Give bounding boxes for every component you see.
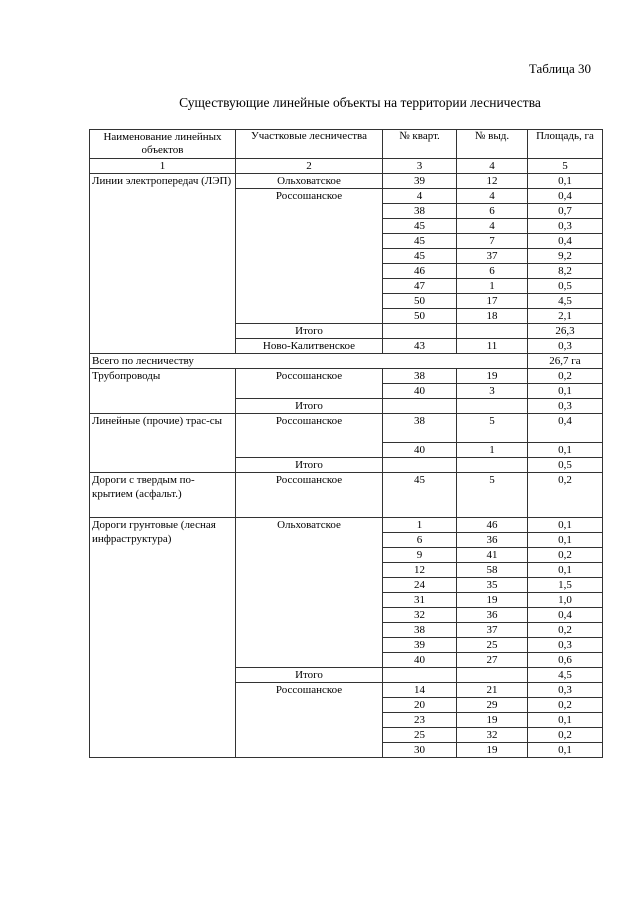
forestry-cell: Итого [236, 458, 383, 473]
area-cell: 4,5 [528, 668, 603, 683]
area-cell: 2,1 [528, 309, 603, 324]
quarter-cell: 45 [383, 234, 457, 249]
area-cell: 8,2 [528, 264, 603, 279]
quarter-cell: 24 [383, 578, 457, 593]
area-cell: 0,2 [528, 698, 603, 713]
area-cell: 0,4 [528, 608, 603, 623]
section-cell: 27 [457, 653, 528, 668]
area-cell: 0,2 [528, 728, 603, 743]
quarter-cell: 40 [383, 653, 457, 668]
quarter-cell: 30 [383, 743, 457, 758]
quarter-cell: 45 [383, 473, 457, 518]
section-cell: 7 [457, 234, 528, 249]
header-cell: Участковые лесничества [236, 130, 383, 159]
area-cell: 0,1 [528, 174, 603, 189]
area-cell: 0,3 [528, 638, 603, 653]
area-cell: 0,3 [528, 683, 603, 698]
quarter-cell [383, 399, 457, 414]
forestry-cell: Россошанское [236, 369, 383, 399]
section-cell [457, 668, 528, 683]
document-title: Существующие линейные объекты на территории лесничества [179, 95, 541, 110]
area-cell: 4,5 [528, 294, 603, 309]
quarter-cell: 38 [383, 204, 457, 219]
forestry-cell: Россошанское [236, 414, 383, 458]
section-cell: 29 [457, 698, 528, 713]
quarter-cell: 43 [383, 339, 457, 354]
section-cell: 3 [457, 384, 528, 399]
table-row [90, 174, 603, 189]
area-cell: 26,3 [528, 324, 603, 339]
section-cell: 19 [457, 713, 528, 728]
object-name-cell: Дороги с твердым по-крытием (асфальт.) [90, 473, 236, 518]
area-cell: 0,4 [528, 189, 603, 204]
quarter-cell: 12 [383, 563, 457, 578]
table-row [90, 473, 603, 518]
area-cell: 0,4 [528, 234, 603, 249]
quarter-cell: 45 [383, 219, 457, 234]
section-cell: 4 [457, 189, 528, 204]
section-cell: 37 [457, 623, 528, 638]
column-number-row [90, 159, 603, 174]
table-row [90, 369, 603, 384]
section-cell: 36 [457, 533, 528, 548]
section-cell [457, 399, 528, 414]
quarter-cell: 39 [383, 638, 457, 653]
forestry-cell: Россошанское [236, 683, 383, 758]
quarter-cell: 47 [383, 279, 457, 294]
area-cell: 0,1 [528, 384, 603, 399]
section-cell: 35 [457, 578, 528, 593]
section-cell: 21 [457, 683, 528, 698]
quarter-cell: 46 [383, 264, 457, 279]
quarter-cell: 31 [383, 593, 457, 608]
area-cell: 0,1 [528, 443, 603, 458]
quarter-cell: 20 [383, 698, 457, 713]
quarter-cell: 1 [383, 518, 457, 533]
quarter-cell: 39 [383, 174, 457, 189]
quarter-cell [383, 458, 457, 473]
area-cell: 0,3 [528, 219, 603, 234]
forestry-cell: Россошанское [236, 473, 383, 518]
section-cell [457, 458, 528, 473]
section-cell: 19 [457, 369, 528, 384]
table-number: Таблица 30 [528, 61, 591, 76]
object-name-cell: Линии электропередач (ЛЭП) [90, 174, 236, 354]
area-cell: 0,3 [528, 399, 603, 414]
quarter-cell: 4 [383, 189, 457, 204]
section-cell: 19 [457, 593, 528, 608]
section-cell: 46 [457, 518, 528, 533]
section-cell: 1 [457, 279, 528, 294]
section-cell: 6 [457, 204, 528, 219]
section-cell: 5 [457, 473, 528, 518]
header-cell: № кварт. [383, 130, 457, 159]
section-cell: 36 [457, 608, 528, 623]
area-cell: 0,1 [528, 713, 603, 728]
area-cell: 0,1 [528, 563, 603, 578]
object-name-cell: Трубопроводы [90, 369, 236, 414]
quarter-cell: 23 [383, 713, 457, 728]
quarter-cell: 40 [383, 384, 457, 399]
area-cell: 0,3 [528, 339, 603, 354]
object-name-cell: Дороги грунтовые (лесная инфраструктура) [90, 518, 236, 758]
section-cell: 32 [457, 728, 528, 743]
header-cell: Площадь, га [528, 130, 603, 159]
quarter-cell: 14 [383, 683, 457, 698]
area-cell: 0,1 [528, 518, 603, 533]
forestry-cell: Итого [236, 399, 383, 414]
quarter-cell: 50 [383, 309, 457, 324]
area-cell: 0,2 [528, 369, 603, 384]
area-cell: 0,4 [528, 414, 603, 443]
forestry-cell: Ольховатское [236, 174, 383, 189]
quarter-cell [383, 668, 457, 683]
forestry-cell: Ольховатское [236, 518, 383, 668]
area-cell: 0,2 [528, 623, 603, 638]
section-cell: 4 [457, 219, 528, 234]
quarter-cell [383, 324, 457, 339]
area-cell: 0,7 [528, 204, 603, 219]
column-number: 1 [90, 159, 236, 174]
linear-objects-table [89, 129, 603, 758]
section-cell: 19 [457, 743, 528, 758]
quarter-cell: 40 [383, 443, 457, 458]
quarter-cell: 25 [383, 728, 457, 743]
quarter-cell: 6 [383, 533, 457, 548]
table-row [90, 354, 603, 369]
area-cell: 0,1 [528, 743, 603, 758]
section-cell: 17 [457, 294, 528, 309]
area-cell: 9,2 [528, 249, 603, 264]
area-cell: 1,0 [528, 593, 603, 608]
area-cell: 1,5 [528, 578, 603, 593]
quarter-cell: 50 [383, 294, 457, 309]
column-number: 5 [528, 159, 603, 174]
area-cell: 0,5 [528, 279, 603, 294]
column-number: 3 [383, 159, 457, 174]
section-cell [457, 324, 528, 339]
quarter-cell: 38 [383, 623, 457, 638]
section-cell: 25 [457, 638, 528, 653]
quarter-cell: 38 [383, 414, 457, 443]
forestry-cell: Ново-Калитвенское [236, 339, 383, 354]
total-value-cell: 26,7 га [528, 354, 603, 369]
section-cell: 11 [457, 339, 528, 354]
area-cell: 0,2 [528, 548, 603, 563]
forestry-cell: Итого [236, 324, 383, 339]
area-cell: 0,1 [528, 533, 603, 548]
column-number: 2 [236, 159, 383, 174]
header-cell: Наименование линейных объектов [90, 130, 236, 159]
section-cell: 41 [457, 548, 528, 563]
quarter-cell: 9 [383, 548, 457, 563]
section-cell: 58 [457, 563, 528, 578]
section-cell: 37 [457, 249, 528, 264]
total-label-cell: Всего по лесничеству [90, 354, 528, 369]
table-row [90, 414, 603, 443]
header-row [90, 130, 603, 159]
area-cell: 0,2 [528, 473, 603, 518]
area-cell: 0,5 [528, 458, 603, 473]
quarter-cell: 32 [383, 608, 457, 623]
header-cell: № выд. [457, 130, 528, 159]
forestry-cell: Россошанское [236, 189, 383, 324]
section-cell: 5 [457, 414, 528, 443]
section-cell: 18 [457, 309, 528, 324]
forestry-cell: Итого [236, 668, 383, 683]
column-number: 4 [457, 159, 528, 174]
table-row [90, 518, 603, 533]
section-cell: 12 [457, 174, 528, 189]
section-cell: 6 [457, 264, 528, 279]
quarter-cell: 38 [383, 369, 457, 384]
object-name-cell: Линейные (прочие) трас-сы [90, 414, 236, 473]
section-cell: 1 [457, 443, 528, 458]
area-cell: 0,6 [528, 653, 603, 668]
quarter-cell: 45 [383, 249, 457, 264]
